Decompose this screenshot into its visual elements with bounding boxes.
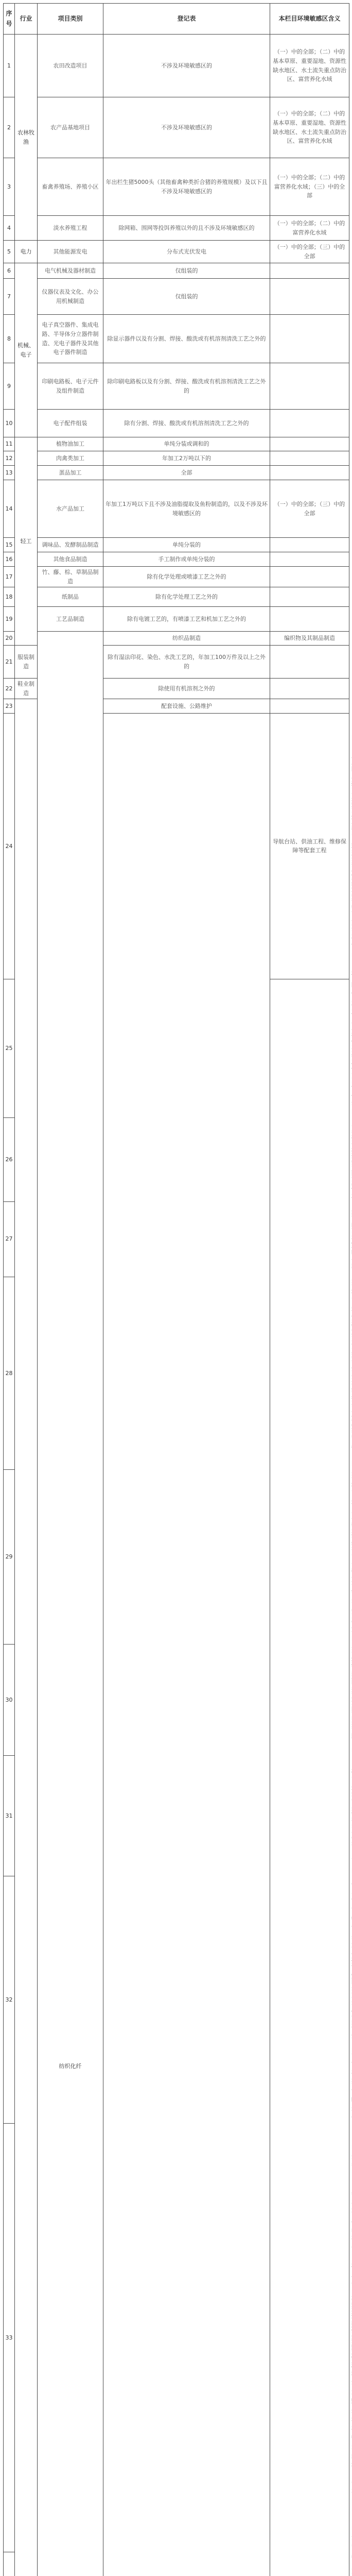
row-register: 除使用有机溶剂之外的 <box>103 679 270 699</box>
row-register: 除有电镀工艺的，有喷漆工艺和机加工艺之外的 <box>103 607 270 632</box>
row-seq: 30 <box>4 1645 15 1756</box>
row-register: 不涉及环境敏感区的 <box>103 97 270 158</box>
row-industry: 电力 <box>15 241 38 263</box>
row-industry: 纺织化纤 <box>38 632 103 2576</box>
row-meaning <box>270 466 349 480</box>
row-seq: 3 <box>4 158 15 216</box>
row-seq: 31 <box>4 1756 15 1876</box>
table-row <box>4 35 349 97</box>
row-register: 除网箱、围网等投饵养殖以外的且不涉及环境敏感区的 <box>103 216 270 241</box>
row-seq: 17 <box>4 567 15 587</box>
row-register: 除有化学处理或喷漆工艺之外的 <box>103 567 270 587</box>
row-meaning <box>270 279 349 315</box>
row-meaning <box>270 607 349 632</box>
row-category: 农产品基地项目 <box>38 97 103 158</box>
row-seq: 7 <box>4 279 15 315</box>
row-industry: 轻工 <box>15 437 38 646</box>
header-register: 登记表 <box>103 4 270 35</box>
row-category: 电气机械及器材制造 <box>38 263 103 279</box>
row-category: 淡水养殖工程 <box>38 216 103 241</box>
row-seq: 18 <box>4 587 15 607</box>
row-meaning: （一）中的全部；（三）中的全部 <box>270 480 349 538</box>
row-seq: 22 <box>4 679 15 699</box>
row-meaning: （一）中的全部；（三）中的全部 <box>270 241 349 263</box>
row-register: 编织物及其制品制造 <box>270 632 349 646</box>
row-seq: 8 <box>4 315 15 363</box>
row-seq: 20 <box>4 632 15 646</box>
row-industry <box>15 699 38 2576</box>
row-register: 分布式光伏发电 <box>103 241 270 263</box>
row-meaning <box>270 552 349 567</box>
row-category: 竹、藤、棕、草制品制造 <box>38 567 103 587</box>
table-row <box>4 315 349 363</box>
row-register: 仅组装的 <box>103 263 270 279</box>
row-seq: 28 <box>4 1277 15 1469</box>
row-meaning <box>270 437 349 451</box>
row-meaning <box>270 538 349 552</box>
row-industry: 机械、电子 <box>15 263 38 437</box>
row-category: 水产品加工 <box>38 480 103 538</box>
row-register: 单纯分装的 <box>103 538 270 552</box>
row-seq: 6 <box>4 263 15 279</box>
table-row <box>4 263 349 279</box>
row-seq: 14 <box>4 480 15 538</box>
row-category: 其他食品制造 <box>38 552 103 567</box>
row-seq: 21 <box>4 646 15 679</box>
table-row <box>4 97 349 158</box>
row-category: 纺织品制造 <box>103 632 270 646</box>
row-seq: 26 <box>4 1117 15 1201</box>
row-seq: 27 <box>4 1201 15 1277</box>
table-row <box>4 410 349 437</box>
table-row <box>4 466 349 480</box>
row-seq <box>4 2552 15 2576</box>
header-seq: 序号 <box>4 4 15 35</box>
table-row <box>4 437 349 451</box>
row-register: 全部 <box>103 466 270 480</box>
row-meaning <box>270 679 349 699</box>
row-category: 鞋业制造 <box>15 679 38 699</box>
header-category: 项目类别 <box>38 4 103 35</box>
row-meaning <box>270 567 349 587</box>
row-register: 仅组装的 <box>103 279 270 315</box>
row-category: 调味品、发酵制品制造 <box>38 538 103 552</box>
table-row <box>4 567 349 587</box>
row-register <box>270 699 349 714</box>
row-register: 不涉及环境敏感区的 <box>103 35 270 97</box>
row-seq: 10 <box>4 410 15 437</box>
row-seq: 1 <box>4 35 15 97</box>
row-meaning: （一）中的全部；（二）中的富营养化水域 <box>270 216 349 241</box>
row-category: 植物油加工 <box>38 437 103 451</box>
row-industry: 农林牧渔 <box>15 35 38 241</box>
row-industry <box>270 979 349 2576</box>
table-row <box>4 607 349 632</box>
row-register: 除有化学处理工艺之外的 <box>103 587 270 607</box>
table-row <box>4 451 349 466</box>
table-row <box>4 158 349 216</box>
row-seq: 12 <box>4 451 15 466</box>
row-meaning <box>270 587 349 607</box>
row-register: 单纯分装或调和的 <box>103 437 270 451</box>
row-category: 农田改造项目 <box>38 35 103 97</box>
table-row <box>4 241 349 263</box>
registration-table <box>3 3 349 2576</box>
row-meaning: （一）中的全部；（二）中的富营养化水域；（三）中的全部 <box>270 158 349 216</box>
row-category: 导航台站、供油工程、维修保障等配套工程 <box>270 714 349 979</box>
row-category: 配套设施、公路维护 <box>103 699 270 714</box>
row-register: 年加工1万吨以下且不涉及油脂提取及鱼粉制造的，以及不涉及环境敏感区的 <box>103 480 270 538</box>
header-industry: 行业 <box>15 4 38 35</box>
row-seq: 11 <box>4 437 15 451</box>
row-register: 除印刷电路板以及有分割、焊接、酸洗或有机溶剂清洗工艺之外的 <box>103 363 270 410</box>
row-meaning <box>270 263 349 279</box>
row-seq: 4 <box>4 216 15 241</box>
row-meaning <box>270 410 349 437</box>
row-meaning <box>270 646 349 679</box>
row-category: 蛋品加工 <box>38 466 103 480</box>
row-category: 工艺品制造 <box>38 607 103 632</box>
table-body <box>4 35 349 2576</box>
row-category: 电子真空器件、集成电路、半导体分立器件制造、光电子器件及其他电子器件制造 <box>38 315 103 363</box>
row-register: 年加工2万吨以下的 <box>103 451 270 466</box>
table-row <box>4 363 349 410</box>
row-meaning <box>270 451 349 466</box>
row-category: 电子配件组装 <box>38 410 103 437</box>
row-category: 纸制品 <box>38 587 103 607</box>
row-seq: 19 <box>4 607 15 632</box>
table-row <box>4 632 349 646</box>
row-category: 仪器仪表及文化、办公用机械制造 <box>38 279 103 315</box>
row-seq: 29 <box>4 1470 15 1645</box>
row-industry <box>103 714 270 2576</box>
row-meaning: （一）中的全部；（二）中的基本草原、重要湿地、资源性缺水地区、水土流失重点防治区、富营养化水域 <box>270 97 349 158</box>
row-seq: 32 <box>4 1876 15 2124</box>
row-register: 年出栏生猪5000头（其他畜禽种类折合猪的养殖规模）及以下且不涉及环境敏感区的 <box>103 158 270 216</box>
row-seq: 24 <box>4 714 15 979</box>
table-row <box>4 552 349 567</box>
row-category: 肉禽类加工 <box>38 451 103 466</box>
row-seq: 16 <box>4 552 15 567</box>
row-register: 除有湿法印花、染色、水洗工艺的，年加工100万件及以上之外的 <box>103 646 270 679</box>
row-category: 畜禽养殖场、养殖小区 <box>38 158 103 216</box>
row-seq: 13 <box>4 466 15 480</box>
row-register: 除有分割、焊接、酸洗或有机溶剂清洗工艺之外的 <box>103 410 270 437</box>
row-register: 除显示器件以及有分割、焊接、酸洗或有机溶剂清洗工艺之外的 <box>103 315 270 363</box>
row-meaning <box>270 363 349 410</box>
table-row <box>4 216 349 241</box>
row-category: 服装制造 <box>15 646 38 679</box>
table-header-row <box>4 4 349 35</box>
row-seq: 5 <box>4 241 15 263</box>
row-category: 印刷电路板、电子元件及组件制造 <box>38 363 103 410</box>
row-seq: 9 <box>4 363 15 410</box>
row-seq: 2 <box>4 97 15 158</box>
table-row <box>4 587 349 607</box>
row-seq: 23 <box>4 699 15 714</box>
row-category: 其他能源发电 <box>38 241 103 263</box>
row-seq: 33 <box>4 2124 15 2552</box>
header-meaning: 本栏目环境敏感区含义 <box>270 4 349 35</box>
table-row <box>4 279 349 315</box>
row-seq: 25 <box>4 979 15 1117</box>
table-row <box>4 480 349 538</box>
row-seq: 15 <box>4 538 15 552</box>
table-row <box>4 538 349 552</box>
row-meaning: （一）中的全部；（二）中的基本草原、重要湿地、资源性缺水地区、水土流失重点防治区、富营养化水域 <box>270 35 349 97</box>
row-register: 手工制作或单纯分装的 <box>103 552 270 567</box>
row-meaning <box>270 315 349 363</box>
